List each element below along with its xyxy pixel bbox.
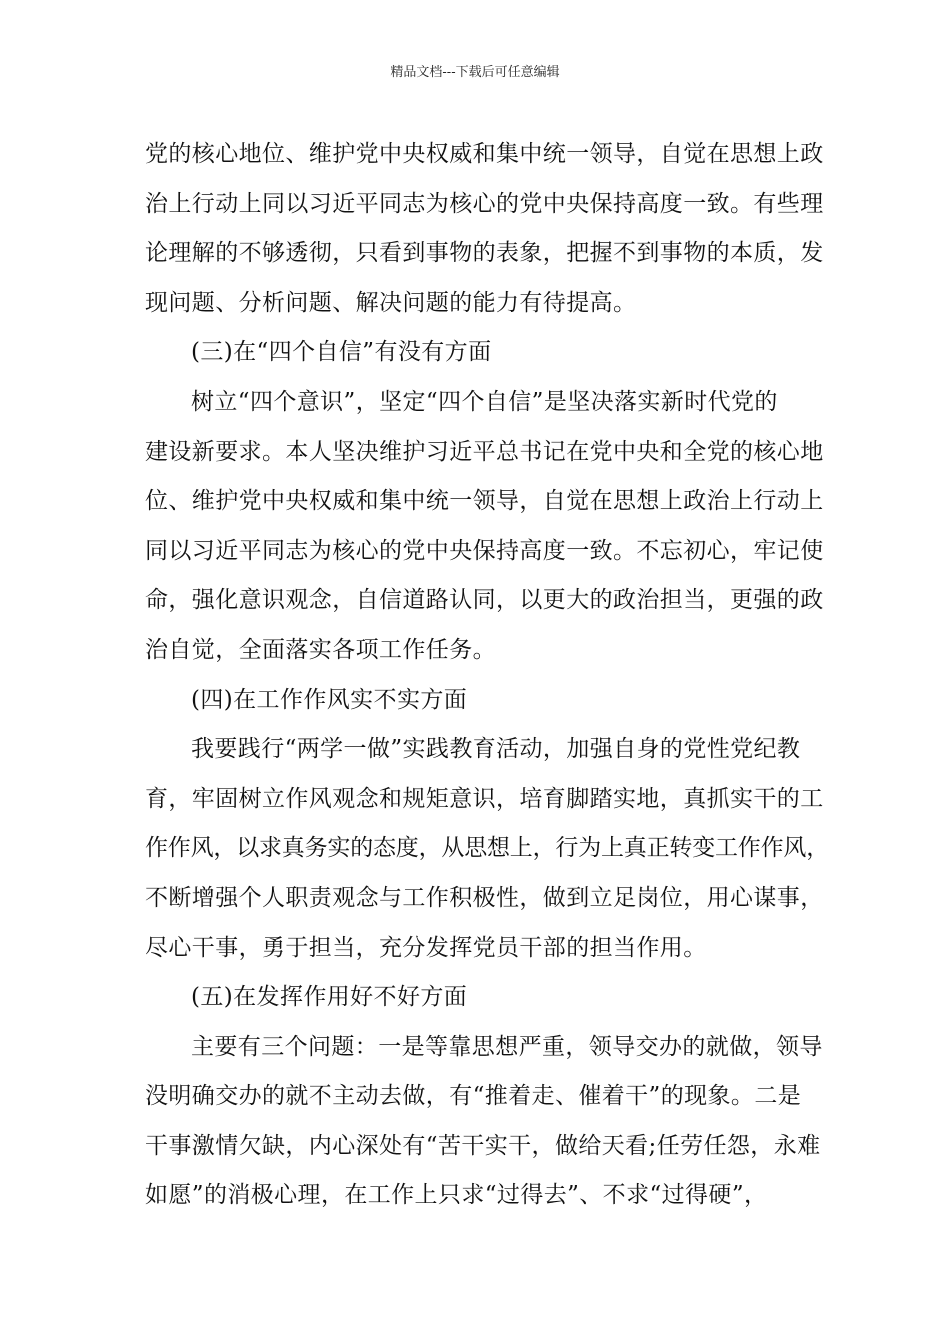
text-line: 位、维护党中央权威和集中统一领导，自觉在思想上政治上行动上	[145, 488, 824, 515]
text-line: 建设新要求。本人坚决维护习近平总书记在党中央和全党的核心地	[145, 438, 824, 465]
text-line: 党的核心地位、维护党中央权威和集中统一领导，自觉在思想上政	[145, 141, 824, 167]
text-line: 没明确交办的就不主动去做，有“推着走、催着干”的现象。二是	[145, 1083, 802, 1110]
text-line: 现问题、分析问题、解决问题的能力有待提高。	[145, 289, 637, 316]
section-heading: (五)在发挥作用好不好方面	[191, 984, 468, 1011]
document-body	[145, 130, 830, 1221]
text-line: 育，牢固树立作风观念和规矩意识，培育脚踏实地，真抓实干的工	[145, 785, 824, 812]
text-line: 干事激情欠缺，内心深处有“苦干实干，做给天看;任劳任怨，永难	[145, 1132, 821, 1159]
text-line: 治上行动上同以习近平同志为核心的党中央保持高度一致。有些理	[145, 190, 824, 217]
text-line: 治自觉，全面落实各项工作任务。	[145, 636, 496, 663]
section-heading: (三)在“四个自信”有没有方面	[191, 339, 492, 366]
text-line: 如愿”的消极心理，在工作上只求“过得去”、不求“过得硬”，	[145, 1182, 768, 1209]
text-line: 作作风，以求真务实的态度，从思想上，行为上真正转变工作作风，	[145, 835, 830, 862]
text-line: 不断增强个人职责观念与工作积极性，做到立足岗位，用心谋事，	[145, 884, 824, 911]
section-heading: (四)在工作作风实不实方面	[191, 686, 468, 713]
text-line: 同以习近平同志为核心的党中央保持高度一致。不忘初心，牢记使	[145, 537, 824, 564]
text-line: 命，强化意识观念，自信道路认同，以更大的政治担当，更强的政	[145, 587, 824, 614]
text-line: 树立“四个意识”，坚定“四个自信”是坚决落实新时代党的	[191, 388, 778, 415]
page-header: 精品文档---下载后可任意编辑	[390, 65, 560, 80]
text-line: 我要践行“两学一做”实践教育活动，加强自身的党性党纪教	[191, 736, 801, 763]
text-line: 论理解的不够透彻，只看到事物的表象，把握不到事物的本质，发	[145, 240, 824, 267]
text-line: 主要有三个问题：一是等靠思想严重，领导交办的就做，领导	[191, 1033, 823, 1060]
text-line: 尽心干事，勇于担当，充分发挥党员干部的担当作用。	[145, 934, 707, 961]
